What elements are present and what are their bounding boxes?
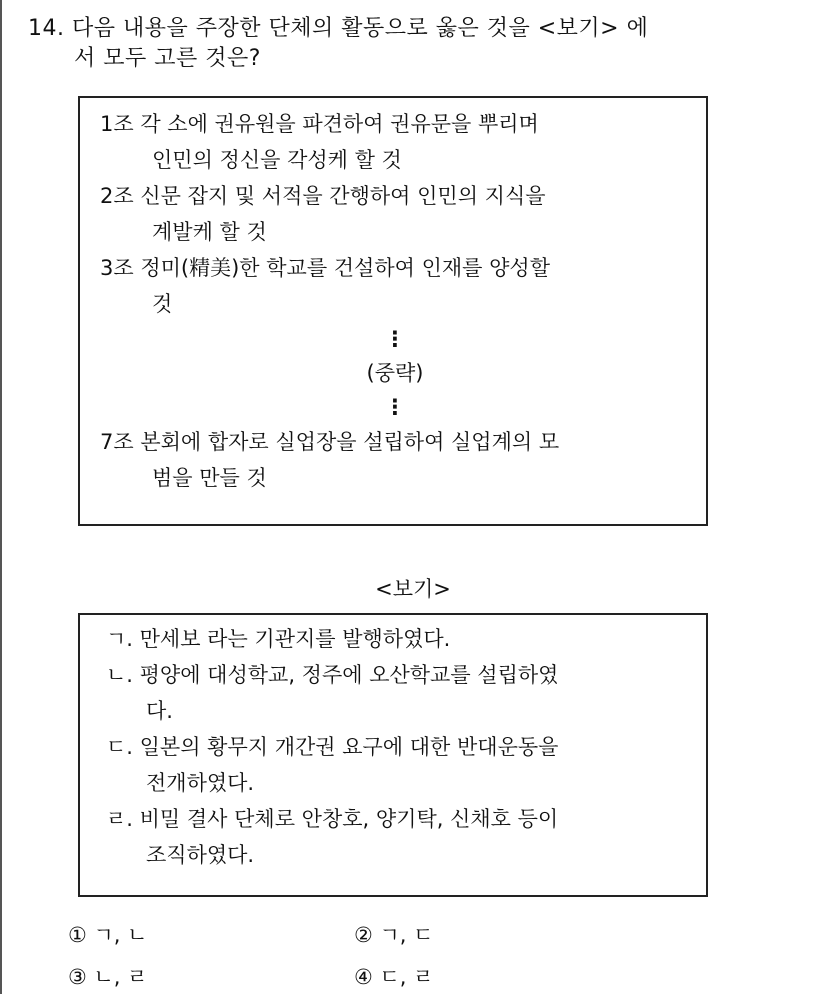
article-3 — [100, 250, 690, 322]
choice-2[interactable]: ② ㄱ, ㄷ — [354, 923, 434, 947]
question-line-1: 14. 다음 내용을 주장한 단체의 활동으로 옳은 것을 <보기> 에 — [28, 16, 649, 41]
article-1-line-2: 인민의 정신을 각성케 할 것 — [152, 148, 402, 172]
article-1-line-1: 1조 각 소에 권유원을 파견하여 권유문을 뿌리며 — [100, 112, 539, 136]
article-3-line-2: 것 — [152, 292, 173, 316]
bogi-item-3-line-1: ㄷ. 일본의 황무지 개간권 요구에 대한 반대운동을 — [106, 735, 559, 759]
article-7 — [100, 424, 690, 496]
ellipsis-top: ⋮ — [384, 327, 406, 351]
article-2-line-2: 계발케 할 것 — [152, 220, 267, 244]
bogi-item-1-line-1: ㄱ. 만세보 라는 기관지를 발행하였다. — [106, 627, 451, 651]
bogi-item-3-line-2: 전개하였다. — [146, 771, 255, 795]
bogi-box — [78, 613, 708, 897]
choice-4[interactable]: ④ ㄷ, ㄹ — [354, 965, 434, 989]
bogi-item-nieun — [106, 657, 690, 729]
question-stem — [28, 14, 798, 74]
page-margin-rule — [0, 0, 2, 994]
article-3-line-1: 3조 정미(精美)한 학교를 건설하여 인재를 양성할 — [100, 256, 550, 280]
question-line-2: 서 모두 고른 것은? — [74, 46, 261, 71]
article-7-line-1: 7조 본회에 합자로 실업장을 설립하여 실업계의 모 — [100, 430, 560, 454]
article-1 — [100, 106, 690, 178]
article-7-line-2: 범을 만들 것 — [152, 466, 267, 490]
ellipsis-bottom: ⋮ — [384, 395, 406, 419]
bogi-item-2-line-2: 다. — [146, 699, 173, 723]
article-2 — [100, 178, 690, 250]
bogi-item-digeut — [106, 729, 690, 801]
choice-3[interactable]: ③ ㄴ, ㄹ — [68, 965, 148, 989]
article-2-line-1: 2조 신문 잡지 및 서적을 간행하여 인민의 지식을 — [100, 184, 546, 208]
choice-1[interactable]: ① ㄱ, ㄴ — [68, 923, 148, 947]
bogi-item-giyeok — [106, 621, 690, 657]
omitted-marker: (중략) — [366, 361, 424, 385]
bogi-item-2-line-1: ㄴ. 평양에 대성학교, 정주에 오산학교를 설립하였 — [106, 663, 559, 687]
bogi-item-4-line-2: 조직하였다. — [146, 843, 255, 867]
bogi-title: <보기> — [375, 577, 451, 601]
source-text-box — [78, 96, 708, 526]
bogi-item-4-line-1: ㄹ. 비밀 결사 단체로 안창호, 양기탁, 신채호 등이 — [106, 807, 559, 831]
bogi-item-rieul — [106, 801, 690, 873]
